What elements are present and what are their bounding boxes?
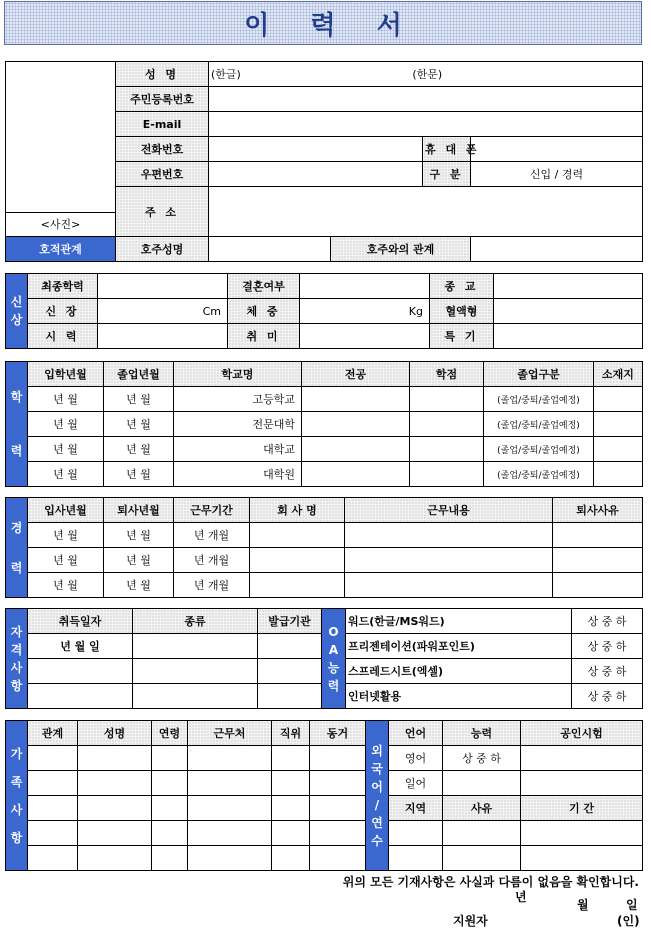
language-level-select[interactable]: 상 중 하 <box>443 746 521 771</box>
training-header: 기 간 <box>521 796 643 821</box>
graduation-status-cell[interactable]: (졸업/중퇴/졸업예정) <box>484 387 594 412</box>
education-field[interactable] <box>98 274 228 299</box>
career-header: 회 사 명 <box>250 498 345 523</box>
school-header: 전공 <box>302 362 410 387</box>
admission-date-cell[interactable]: 년 월 <box>28 462 104 487</box>
hobby-label: 취 미 <box>228 324 300 349</box>
workplace-cell[interactable] <box>188 796 272 821</box>
school-header: 입학년월 <box>28 362 104 387</box>
gpa-cell[interactable] <box>410 387 484 412</box>
duty-cell[interactable] <box>345 548 553 573</box>
cohabit-cell[interactable] <box>310 821 366 846</box>
name-han-label: (한문) <box>412 68 443 81</box>
education-side-char: 력 <box>10 444 23 458</box>
location-cell[interactable] <box>594 462 643 487</box>
career-header: 퇴사년월 <box>104 498 174 523</box>
join-date-cell[interactable]: 년 월 <box>28 523 104 548</box>
acquire-date-cell[interactable] <box>28 659 133 684</box>
graduation-date-cell[interactable]: 년 월 <box>104 387 174 412</box>
mobile-label: 휴 대 폰 <box>423 137 471 162</box>
school-header: 졸업년월 <box>104 362 174 387</box>
position-cell[interactable] <box>272 846 310 871</box>
weight-unit: Kg <box>408 304 423 318</box>
training-reason-cell[interactable] <box>443 846 521 871</box>
age-cell[interactable] <box>152 746 188 771</box>
certificate-side-char: 격 <box>10 642 23 657</box>
rrn-label: 주민등록번호 <box>116 87 209 112</box>
member-name-cell[interactable] <box>78 821 152 846</box>
workplace-cell[interactable] <box>188 771 272 796</box>
rrn-field[interactable] <box>209 87 643 112</box>
admission-date-cell[interactable]: 년 월 <box>28 387 104 412</box>
vision-label: 시 력 <box>28 324 98 349</box>
school-name-cell[interactable]: 전문대학 <box>174 412 302 437</box>
language-side-char: 연 <box>371 815 383 830</box>
training-period-cell[interactable] <box>521 846 643 871</box>
position-cell[interactable] <box>272 796 310 821</box>
language-level-select[interactable] <box>443 771 521 796</box>
household-relation-label: 호주와의 관계 <box>331 237 471 262</box>
applicant-label: 지원자 <box>453 914 488 928</box>
type-value[interactable]: 신입 / 경력 <box>471 162 643 187</box>
household-relation-field[interactable] <box>471 237 643 262</box>
acquire-date-cell[interactable] <box>28 684 133 709</box>
career-side-label <box>6 498 28 598</box>
family-side-label <box>6 721 28 871</box>
body-info-table <box>5 273 643 349</box>
leave-reason-cell[interactable] <box>553 573 643 598</box>
oa-level-select[interactable]: 상 중 하 <box>572 609 643 634</box>
zip-label: 우편번호 <box>116 162 209 187</box>
career-header: 근무기간 <box>174 498 250 523</box>
body-side-label <box>6 274 28 349</box>
document-title-banner <box>4 1 642 45</box>
graduation-status-cell[interactable]: (졸업/중퇴/졸업예정) <box>484 412 594 437</box>
gpa-cell[interactable] <box>410 437 484 462</box>
table-row <box>6 821 643 846</box>
zip-field[interactable] <box>209 162 423 187</box>
duty-cell[interactable] <box>345 573 553 598</box>
marriage-label: 결혼여부 <box>228 274 300 299</box>
cohabit-cell[interactable] <box>310 796 366 821</box>
email-field[interactable] <box>209 112 643 137</box>
graduation-date-cell[interactable]: 년 월 <box>104 462 174 487</box>
name-field[interactable] <box>209 62 643 87</box>
career-side-char: 력 <box>10 560 23 575</box>
certificate-header: 취득일자 <box>28 609 133 634</box>
seal-label: (인) <box>617 914 640 928</box>
admission-date-cell[interactable]: 년 월 <box>28 412 104 437</box>
age-cell[interactable] <box>152 796 188 821</box>
join-date-cell[interactable]: 년 월 <box>28 573 104 598</box>
date-day-label: 일 <box>626 898 638 912</box>
name-kor-label: (한글) <box>211 68 241 81</box>
graduation-date-cell[interactable]: 년 월 <box>104 412 174 437</box>
gpa-cell[interactable] <box>410 462 484 487</box>
vision-field[interactable] <box>98 324 228 349</box>
religion-label: 종 교 <box>430 274 494 299</box>
training-reason-cell[interactable] <box>443 821 521 846</box>
skill-label: 특 기 <box>430 324 494 349</box>
relation-cell[interactable] <box>28 796 78 821</box>
relation-cell[interactable] <box>28 846 78 871</box>
leave-reason-cell[interactable] <box>553 523 643 548</box>
table-row <box>6 412 643 437</box>
leave-date-cell[interactable]: 년 월 <box>104 573 174 598</box>
language-header: 공인시험 <box>521 721 643 746</box>
leave-date-cell[interactable]: 년 월 <box>104 523 174 548</box>
member-name-cell[interactable] <box>78 771 152 796</box>
religion-field[interactable] <box>494 274 643 299</box>
career-table <box>5 497 643 598</box>
company-cell[interactable] <box>250 523 345 548</box>
school-header: 학교명 <box>174 362 302 387</box>
age-cell[interactable] <box>152 771 188 796</box>
language-test-cell[interactable] <box>521 771 643 796</box>
phone-field[interactable] <box>209 137 423 162</box>
marriage-field[interactable] <box>300 274 430 299</box>
cert-type-cell[interactable] <box>133 659 258 684</box>
relation-cell[interactable] <box>28 821 78 846</box>
family-side-char: 족 <box>10 774 23 789</box>
certificate-header: 종류 <box>133 609 258 634</box>
work-period-cell[interactable]: 년 개월 <box>174 573 250 598</box>
table-row <box>6 437 643 462</box>
cert-type-cell[interactable] <box>133 634 258 659</box>
height-field[interactable] <box>98 299 228 324</box>
oa-item-label: 인터넷활용 <box>346 684 572 709</box>
family-table <box>5 720 643 871</box>
language-side-char: 국 <box>371 761 383 776</box>
school-name-cell[interactable]: 고등학교 <box>174 387 302 412</box>
language-name: 일어 <box>389 771 443 796</box>
oa-level-select[interactable]: 상 중 하 <box>572 659 643 684</box>
family-side-char: 가 <box>10 746 23 761</box>
issuer-cell[interactable] <box>258 684 322 709</box>
location-cell[interactable] <box>594 412 643 437</box>
table-row <box>6 387 643 412</box>
table-row <box>6 523 643 548</box>
table-row <box>6 573 643 598</box>
blood-type-field[interactable] <box>494 299 643 324</box>
oa-side-char: 력 <box>327 678 340 693</box>
company-cell[interactable] <box>250 548 345 573</box>
confirmation-statement: 위의 모든 기재사항은 사실과 다름이 없음을 확인합니다. <box>342 875 639 889</box>
photo-label: <사진> <box>6 212 115 236</box>
workplace-cell[interactable] <box>188 846 272 871</box>
family-header: 근무처 <box>188 721 272 746</box>
major-cell[interactable] <box>302 412 410 437</box>
weight-field[interactable] <box>300 299 430 324</box>
certificate-side-char: 항 <box>10 678 23 693</box>
cohabit-cell[interactable] <box>310 846 366 871</box>
education-side-char: 학 <box>10 390 23 404</box>
language-header: 능력 <box>443 721 521 746</box>
language-side-label <box>366 721 389 871</box>
cert-type-cell[interactable] <box>133 684 258 709</box>
table-row <box>6 771 643 796</box>
language-test-cell[interactable] <box>521 746 643 771</box>
position-cell[interactable] <box>272 746 310 771</box>
address-label: 주 소 <box>116 187 209 237</box>
blood-type-label: 혈액형 <box>430 299 494 324</box>
language-name: 영어 <box>389 746 443 771</box>
household-head-field[interactable] <box>209 237 331 262</box>
career-side-char: 경 <box>10 520 23 535</box>
date-year-label: 년 <box>515 890 527 904</box>
table-row <box>6 462 643 487</box>
certificate-side-char: 자 <box>10 624 23 639</box>
training-header: 사유 <box>443 796 521 821</box>
cohabit-cell[interactable] <box>310 771 366 796</box>
certificate-side-char: 사 <box>10 660 23 675</box>
acquire-date-cell[interactable]: 년 월 일 <box>28 634 133 659</box>
leave-date-cell[interactable]: 년 월 <box>104 548 174 573</box>
school-name-cell[interactable]: 대학교 <box>174 437 302 462</box>
workplace-cell[interactable] <box>188 746 272 771</box>
issuer-cell[interactable] <box>258 634 322 659</box>
type-label: 구 분 <box>423 162 471 187</box>
education-side-label <box>6 362 28 487</box>
graduation-date-cell[interactable]: 년 월 <box>104 437 174 462</box>
certificate-table <box>5 608 643 709</box>
company-cell[interactable] <box>250 573 345 598</box>
table-row <box>6 796 643 821</box>
family-header: 관계 <box>28 721 78 746</box>
training-region-cell[interactable] <box>389 846 443 871</box>
age-cell[interactable] <box>152 821 188 846</box>
training-header: 지역 <box>389 796 443 821</box>
oa-level-select[interactable]: 상 중 하 <box>572 684 643 709</box>
location-cell[interactable] <box>594 387 643 412</box>
oa-side-label <box>322 609 346 709</box>
position-cell[interactable] <box>272 821 310 846</box>
family-side-char: 사 <box>10 802 23 817</box>
oa-side-char: O <box>328 624 339 639</box>
family-side-char: 항 <box>10 830 23 845</box>
training-region-cell[interactable] <box>389 821 443 846</box>
language-side-char: 외 <box>371 743 383 758</box>
oa-level-select[interactable]: 상 중 하 <box>572 634 643 659</box>
table-row <box>6 746 643 771</box>
member-name-cell[interactable] <box>78 746 152 771</box>
language-side-char: / <box>374 797 380 812</box>
family-header: 성명 <box>78 721 152 746</box>
relation-cell[interactable] <box>28 771 78 796</box>
education-table <box>5 361 643 487</box>
admission-date-cell[interactable]: 년 월 <box>28 437 104 462</box>
email-label: E-mail <box>116 112 209 137</box>
household-head-label: 호주성명 <box>116 237 209 262</box>
work-period-cell[interactable]: 년 개월 <box>174 548 250 573</box>
oa-item-label: 프리젠테이션(파워포인트) <box>346 634 572 659</box>
body-side-char: 상 <box>10 313 23 327</box>
table-row <box>6 846 643 871</box>
height-label: 신 장 <box>28 299 98 324</box>
family-header: 직위 <box>272 721 310 746</box>
graduation-status-cell[interactable]: (졸업/중퇴/졸업예정) <box>484 437 594 462</box>
location-cell[interactable] <box>594 437 643 462</box>
age-cell[interactable] <box>152 846 188 871</box>
family-header: 동거 <box>310 721 366 746</box>
document-title: 이 력 서 <box>244 10 418 41</box>
member-name-cell[interactable] <box>78 846 152 871</box>
school-header: 학점 <box>410 362 484 387</box>
cohabit-cell[interactable] <box>310 746 366 771</box>
workplace-cell[interactable] <box>188 821 272 846</box>
height-unit: Cm <box>202 304 221 318</box>
major-cell[interactable] <box>302 462 410 487</box>
oa-side-char: 능 <box>327 660 340 675</box>
photo-area <box>6 62 116 237</box>
relation-cell[interactable] <box>28 746 78 771</box>
gpa-cell[interactable] <box>410 412 484 437</box>
oa-item-label: 워드(한글/MS워드) <box>346 609 572 634</box>
address-field[interactable] <box>209 187 643 237</box>
duty-cell[interactable] <box>345 523 553 548</box>
basic-info-table <box>5 61 643 262</box>
date-month-label: 월 <box>577 898 589 912</box>
career-header: 입사년월 <box>28 498 104 523</box>
family-header: 연령 <box>152 721 188 746</box>
member-name-cell[interactable] <box>78 796 152 821</box>
join-date-cell[interactable]: 년 월 <box>28 548 104 573</box>
graduation-status-cell[interactable]: (졸업/중퇴/졸업예정) <box>484 462 594 487</box>
name-label: 성 명 <box>116 62 209 87</box>
major-cell[interactable] <box>302 437 410 462</box>
language-side-char: 수 <box>371 833 383 848</box>
table-row <box>6 548 643 573</box>
oa-side-char: A <box>328 642 339 657</box>
language-header: 언어 <box>389 721 443 746</box>
family-relation-label: 호적관계 <box>6 237 116 262</box>
hobby-field[interactable] <box>300 324 430 349</box>
position-cell[interactable] <box>272 771 310 796</box>
certificate-side-label <box>6 609 28 709</box>
major-cell[interactable] <box>302 387 410 412</box>
school-header: 졸업구분 <box>484 362 594 387</box>
work-period-cell[interactable]: 년 개월 <box>174 523 250 548</box>
body-side-char: 신 <box>10 295 23 309</box>
weight-label: 체 중 <box>228 299 300 324</box>
school-header: 소재지 <box>594 362 643 387</box>
skill-field[interactable] <box>494 324 643 349</box>
issuer-cell[interactable] <box>258 659 322 684</box>
career-header: 퇴사사유 <box>553 498 643 523</box>
school-name-cell[interactable]: 대학원 <box>174 462 302 487</box>
certificate-header: 발급기관 <box>258 609 322 634</box>
phone-label: 전화번호 <box>116 137 209 162</box>
mobile-field[interactable] <box>471 137 643 162</box>
oa-item-label: 스프레드시트(엑셀) <box>346 659 572 684</box>
leave-reason-cell[interactable] <box>553 548 643 573</box>
career-header: 근무내용 <box>345 498 553 523</box>
training-period-cell[interactable] <box>521 821 643 846</box>
education-label: 최종학력 <box>28 274 98 299</box>
language-side-char: 어 <box>371 779 383 794</box>
